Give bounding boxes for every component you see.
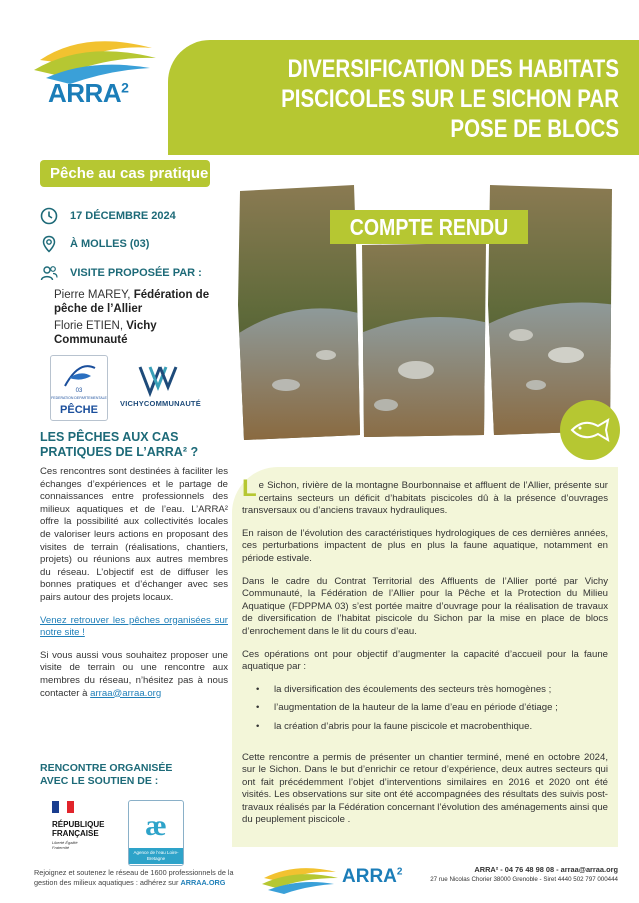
list-item: • la diversification des écoulements des secteurs très homogènes ; [256, 684, 608, 697]
federation-peche-logo: 03 FEDERATION DEPARTEMENTALE PÊCHE [50, 355, 108, 421]
clock-icon [40, 207, 58, 225]
arra-logo-text: ARRA$^2$ [48, 78, 129, 108]
vichy-chevron-icon [138, 363, 178, 397]
people-icon [40, 264, 58, 282]
footer-contact: ARRA² - 04 76 48 98 08 - arraa@arraa.org 27 rue Nicolas Chorier 38000 Grenoble - Siret 4440 502 797 000444 [430, 865, 618, 883]
french-flag-icon [52, 801, 74, 813]
svg-text:æ: æ [145, 809, 167, 842]
footer-logo-waves-icon [260, 860, 340, 896]
partner-logos [50, 355, 240, 420]
intro-text: Ces rencontres sont destinées à faciliter les échanges d’expériences et le partage de connaissances entre professionnels des milieux aquatiques et de l’eau. L’ARRA² offre la possibilité aux collectivités locales de valoriser leurs actions en proposant des visites de terrain (réalisations, chantiers, projets) ou réunions aux autres membres du réseau. L’objectif est de diffuser les bonnes pratiques et d’échanger avec ses pairs autour des projets locaux. Venez retrouver les pêches organisées sur notre site ! Si vous aussi vous souhaitez proposer une visite de terrain ou une rencontre aux membres du réseau, n’hésitez pas à nous contacter à arraa@arraa.org [40, 466, 228, 699]
footer-site-link[interactable]: ARRAA.ORG [180, 878, 226, 887]
objectives-list [256, 684, 608, 734]
location-pin-icon [40, 235, 58, 253]
contact-email-link[interactable]: arraa@arraa.org [90, 687, 162, 699]
support-heading: RENCONTRE ORGANISÉE AVEC LE SOUTIEN DE : [40, 762, 173, 787]
title-band [168, 40, 639, 155]
compte-rendu-banner: COMPTE RENDU [330, 210, 528, 244]
footer-membership-text: Rejoignez et soutenez le réseau de 1600 professionnels de la gestion des milieux aquatiques : adhérez sur ARRAA.ORG [34, 868, 234, 887]
agence-eau-logo: æ Agence de l’eau Loire-Bretagne [128, 800, 184, 866]
svg-text:03: 03 [75, 388, 83, 394]
list-item: • la création d’abris pour la faune piscicole et macrobenthique. [256, 721, 608, 734]
list-item: • l’augmentation de la hauteur de la lame d’eau en période d’étiage ; [256, 702, 608, 715]
footer-arra-logo [260, 860, 403, 896]
vichy-communaute-logo-text: VICHYCOMMUNAUTÉ [120, 399, 201, 408]
fish-badge [560, 400, 620, 460]
republique-francaise-logo: RÉPUBLIQUE FRANÇAISE Liberté Égalité Fraternité [52, 800, 118, 858]
organizer-1: Pierre MAREY, Fédération de pêche de l’Allier [54, 289, 210, 315]
section-heading: LES PÊCHES AUX CAS PRATIQUES DE L’ARRA² ? [40, 430, 199, 459]
footer-logo-text: ARRA$^2$ [342, 866, 403, 887]
page-title: DIVERSIFICATION DES HABITATS PISCICOLES SUR LE SICHON PAR POSE DE BLOCS [281, 55, 619, 143]
dropcap: L [242, 475, 257, 502]
organizer-2: Florie ETIEN, Vichy Communauté [54, 320, 157, 346]
river-photo-2 [356, 235, 496, 440]
fish-hook-icon [51, 356, 107, 396]
category-tag: Pêche au cas pratique [40, 160, 210, 187]
events-link[interactable]: Venez retrouver les pêches organisées sur notre site ! [40, 614, 228, 639]
agence-eau-ae-icon [129, 801, 183, 843]
fish-icon [560, 400, 620, 460]
report-text: Le Sichon, rivière de la montagne Bourbonnaise et affluent de l’Allier, présente sur certains secteurs un déficit d’habitats piscicoles dû à la présence d’ouvrages transversaux ou d’anciens travaux hydrauliques. En raison de l’évolution des caractéristiques hydrologiques de ces dernières années, ces perturbations impactent de plus en plus la faune aquatique, notamment en période estivale. Dans le cadre du Contrat Territorial des Affluents de l’Allier porté par Vichy Communauté, la Fédération de l’Allier pour la Pêche et la Protection du Milieu Aquatique (FDPPMA 03) s’est portée maitre d’ouvrage pour la réalisation de travaux de diversification de l’habitat piscicole du Sichon par la mise en place de blocs d’enrochement dans le lit du cours d’eau. Ces opérations ont pour objectif d’augmenter la capacité d’accueil pour la faune aquatique par : • la diversification des écoulements des secteurs très homogènes ; • l’augmentation de la hauteur de la lame d’eau en période d’étiage ; • la création d’abris pour la faune piscicole et macrobenthique. Cette rencontre a permis de présenter un chantier terminé, mené en octobre 2024, sur le Sichon. Dans le but d’enrichir ce retour d’expérience, deux autres secteurs qui ont fait précédemment l’objet d’interventions similaires en 2016 et 2020 ont été visités. Les observations sur site ont été accompagnées des résultats des suivis post-travaux réalisés par la Fédération concernant l’évolution des aménagements ainsi que du peuplement piscicole . [242, 480, 608, 837]
organizers [54, 288, 214, 347]
